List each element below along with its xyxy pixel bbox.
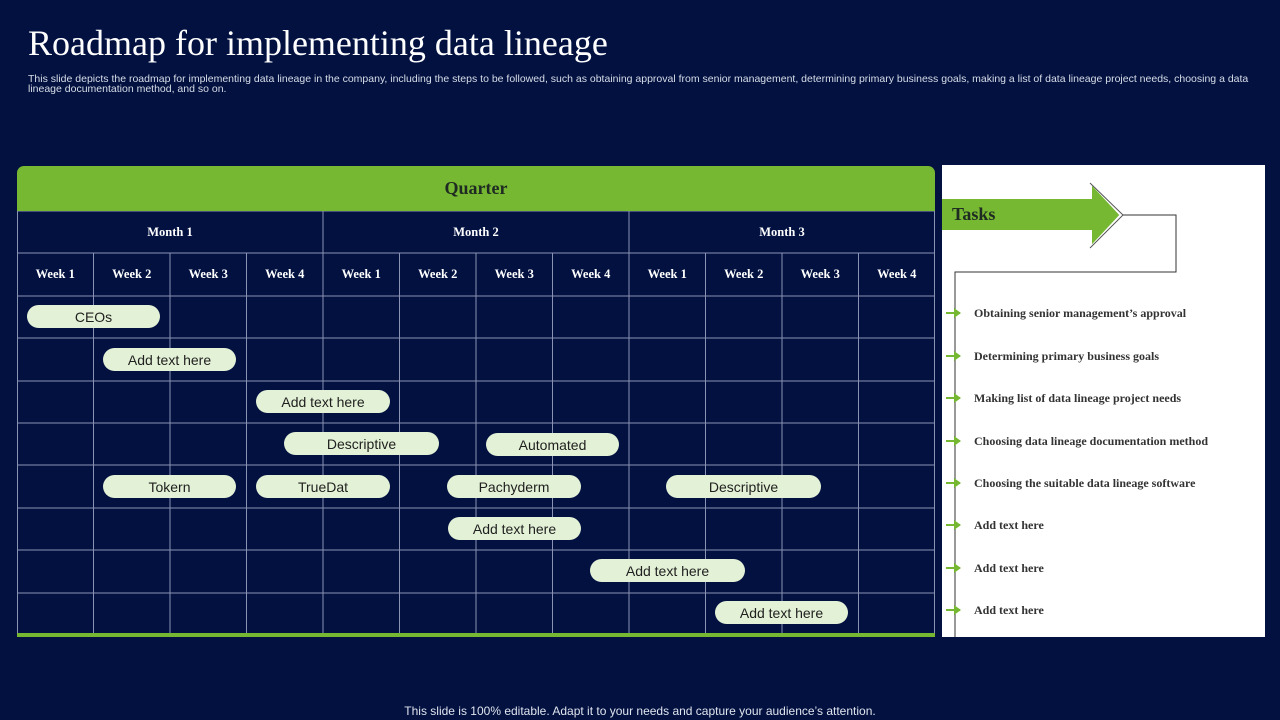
week-header: Week 1 [35,267,75,281]
arrow-bullet-icon [946,561,964,575]
gantt-chart [17,166,935,638]
gantt-bottom-accent [17,633,935,637]
arrow-bullet-icon [946,391,964,405]
arrow-bullet-icon [946,349,964,363]
week-header: Week 1 [341,267,381,281]
tasks-panel [942,165,1265,637]
week-header: Week 1 [647,267,687,281]
week-header: Week 4 [265,267,305,281]
task-label: Add text here [974,560,1044,575]
gantt-bar[interactable]: Add text here [448,517,581,540]
gantt-bar[interactable]: Add text here [256,390,390,413]
gantt-bar[interactable]: CEOs [27,305,160,328]
arrow-bullet-icon [946,476,964,490]
task-label: Add text here [974,602,1044,617]
gantt-bar[interactable]: Tokern [103,475,236,498]
slide-subtitle: This slide depicts the roadmap for implementing data lineage in the company, including the steps to be followed, such as obtaining approval from senior management, determining primary business goals, making a list of data lineage project needs, choosing a data lineage documentation method, and so on. [28,73,1249,95]
task-item [946,515,1261,535]
week-header: Week 4 [571,267,611,281]
week-header: Week 3 [188,267,228,281]
gantt-bar[interactable]: Descriptive [666,475,821,498]
arrow-bullet-icon [946,306,964,320]
gantt-grid [17,211,935,635]
arrow-bullet-icon [946,434,964,448]
gantt-bar[interactable]: Pachyderm [447,475,581,498]
task-label: Determining primary business goals [974,348,1160,363]
gantt-bar[interactable]: Add text here [590,559,745,582]
task-item [946,431,1261,451]
week-header: Week 4 [877,267,917,281]
slide-title: Roadmap for implementing data lineage [28,23,608,63]
gantt-bar[interactable]: Add text here [103,348,236,371]
gantt-bar[interactable]: TrueDat [256,475,390,498]
month-2-header: Month 2 [453,224,499,239]
task-item [946,303,1261,323]
gantt-bar[interactable]: Descriptive [284,432,439,455]
gantt-bar[interactable]: Add text here [715,601,848,624]
task-item [946,346,1261,366]
task-item [946,473,1261,493]
quarter-header: Quarter [17,166,935,211]
footer-note: This slide is 100% editable. Adapt it to your needs and capture your audience’s attention. [404,704,876,718]
gantt-bar[interactable]: Automated [486,433,619,456]
week-header: Week 2 [724,267,764,281]
task-label: Choosing the suitable data lineage software [974,475,1196,490]
task-label: Choosing data lineage documentation method [974,433,1209,448]
week-header: Week 2 [112,267,152,281]
arrow-bullet-icon [946,603,964,617]
month-1-header: Month 1 [147,224,193,239]
task-item [946,558,1261,578]
month-3-header: Month 3 [759,224,805,239]
week-header: Week 3 [800,267,840,281]
task-item [946,388,1261,408]
arrow-bullet-icon [946,518,964,532]
task-item [946,600,1261,620]
task-label: Making list of data lineage project needs [974,390,1182,405]
task-label: Obtaining senior management’s approval [974,305,1187,320]
tasks-heading: Tasks [952,204,996,224]
week-header: Week 2 [418,267,458,281]
week-header: Week 3 [494,267,534,281]
task-label: Add text here [974,517,1044,532]
